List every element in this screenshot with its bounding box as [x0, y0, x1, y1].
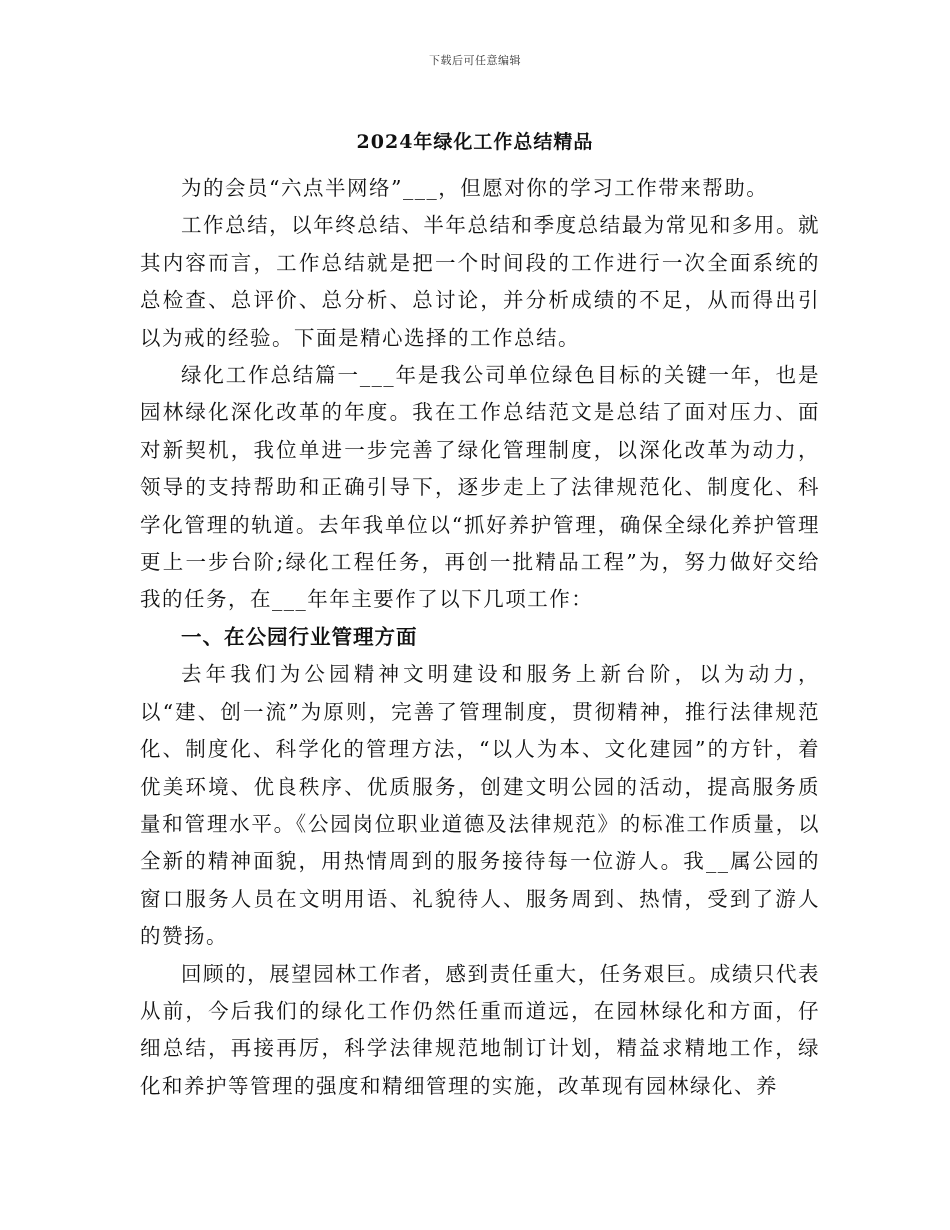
- summary-definition-paragraph: 工作总结，以年终总结、半年总结和季度总结最为常见和多用。就其内容而言，工作总结就是把一个时间段的工作进行一次全面系统的总检查、总评价、总分析、总讨论，并分析成绩的不足，从而得出引以为戒的经验。下面是精心选择的工作总结。: [140, 213, 820, 350]
- intro-paragraph: 为的会员“六点半网络”___，但愿对你的学习工作带来帮助。: [181, 176, 769, 200]
- section-heading: 一、在公园行业管理方面: [181, 624, 418, 649]
- document-title: 2024年绿化工作总结精品: [356, 131, 594, 153]
- document-body: [140, 170, 820, 1105]
- greening-summary-paragraph: 绿化工作总结篇一___年是我公司单位绿色目标的关键一年，也是园林绿化深化改革的年度。我在工作总结范文是总结了面对压力、面对新契机，我位单进一步完善了绿化管理制度，以深化改革为动力，领导的支持帮助和正确引导下，逐步走上了法律规范化、制度化、科学化管理的轨道。去年我单位以“抓好养护管理，确保全绿化养护管理更上一步台阶;绿化工程任务，再创一批精品工程”为，努力做好交给我的任务，在___年年主要作了以下几项工作：: [140, 363, 820, 612]
- page-header-note: 下载后可任意编辑: [429, 54, 521, 67]
- park-management-paragraph: 去年我们为公园精神文明建设和服务上新台阶，以为动力，以“建、创一流”为原则，完善了管理制度，贯彻精神，推行法律规范化、制度化、科学化的管理方法，“以人为本、文化建园”的方针，着优美环境、优良秩序、优质服务，创建文明公园的活动，提高服务质量和管理水平。《公园岗位职业道德及法律规范》的标准工作质量，以全新的精神面貌，用热情周到的服务接待每一位游人。我__属公园的窗口服务人员在文明用语、礼貌待人、服务周到、热情，受到了游人的赞扬。: [140, 662, 820, 949]
- review-paragraph: 回顾的，展望园林工作者，感到责任重大，任务艰巨。成绩只代表从前，今后我们的绿化工作仍然任重而道远，在园林绿化和方面，仔细总结，再接再厉，科学法律规范地制订计划，精益求精地工作，绿化和养护等管理的强度和精细管理的实施，改革现有园林绿化、养: [140, 961, 820, 1098]
